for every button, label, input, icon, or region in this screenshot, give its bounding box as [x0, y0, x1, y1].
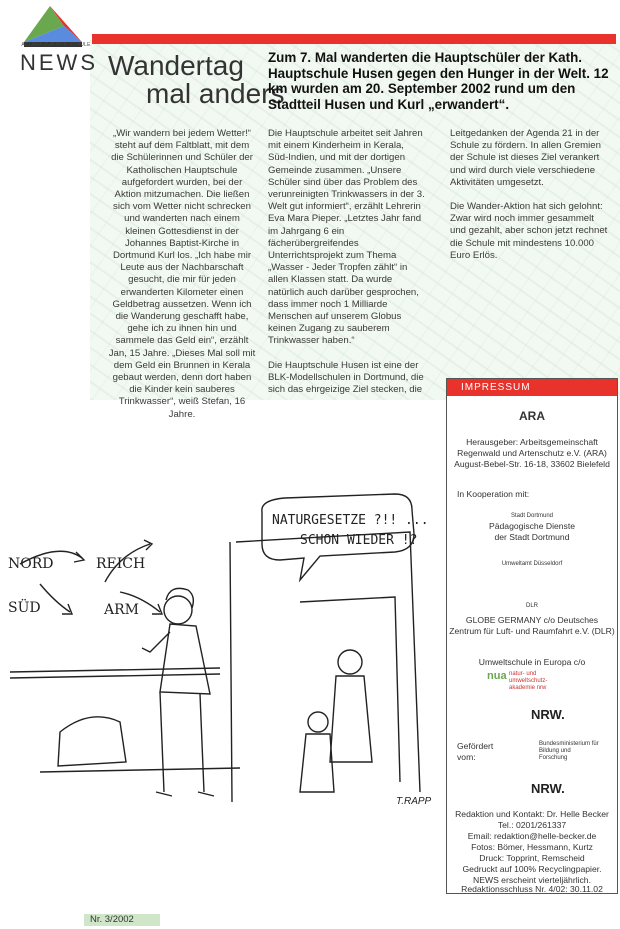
classroom-cartoon — [0, 472, 440, 822]
label-nord: NORD — [8, 556, 54, 572]
label-sud: SÜD — [8, 600, 41, 616]
contact-line: Gedruckt auf 100% Recyclingpapier. — [462, 864, 602, 874]
header-red-bar — [92, 34, 616, 44]
nua-logo: nua — [487, 670, 507, 682]
impressum-box — [446, 378, 618, 894]
umweltamt-logo: Umweltamt Düsseldorf — [501, 561, 563, 567]
text-column-1 — [108, 128, 256, 421]
cartoon-signature: T.RAPP — [396, 796, 432, 807]
funded-label: vom: — [457, 752, 476, 762]
partner-line: Pädagogische Dienste — [489, 521, 575, 531]
speech-bubble-text-2: SCHON WIEDER !? — [300, 533, 418, 548]
section-label: NEWS — [20, 50, 98, 75]
partner-line: Umweltschule in Europa c/o — [478, 657, 586, 667]
text-column-3 — [450, 128, 610, 262]
nua-caption: natur- und umweltschutz-akademie nrw — [509, 671, 548, 691]
paragraph: Die Wander-Aktion hat sich gelohnt: Zwar wird noch immer gesammelt und gezahlt, aber schon jetzt rechnet die Schule mit mindestens 10.000 Euro Erlös. — [450, 201, 608, 261]
contact-line: Fotos: Bömer, Hessmann, Kurtz — [471, 842, 593, 852]
contact-line: Email: redaktion@helle-becker.de — [467, 831, 597, 841]
paragraph: Leitgedanken der Agenda 21 in der Schule zu fördern. In allen Gremien der Schule ist dieses Ziel verankert und wird durch viele verschiedene Aktivitäten umgesetzt. — [450, 128, 601, 188]
nrw-logo: NRW. — [531, 707, 565, 722]
contact-line: Tel.: 0201/261337 — [497, 820, 567, 830]
article-title-line2: mal anders — [146, 78, 285, 109]
partner-line: GLOBE GERMANY c/o Deutsches — [465, 615, 599, 625]
contact-line: Redaktion und Kontakt: Dr. Helle Becker — [455, 809, 609, 819]
text-column-2 — [268, 128, 426, 396]
article-title-line1: Wandertag — [108, 50, 244, 81]
paragraph: Die Hauptschule arbeitet seit Jahren mit einem Kinderheim in Kerala, Süd-Indien, und mit der dortigen Gemeinde zusammen. „Unsere Schüler sind über das Problem des verunreinigten Trinkwassers in der 3. Welt gut informiert“, erzählt Lehrerin Eva Mara Pieper. „Letztes Jahr fand im Jahrgang 6 ein fächerübergreifendes Unterrichtsprojekt zum Thema „Wasser - Jeder Tropfen zählt“ in allen Klassen statt. Da wurde natürlich auch darüber gesprochen, dass immer noch 1 Milliarde Menschen auf unserem Globus keinen Zugang zu sauberem Trinkwasser haben.“ — [268, 128, 425, 347]
nrw-logo: NRW. — [531, 781, 565, 796]
speech-bubble-text-1: NATURGESETZE ?!! ... — [272, 513, 429, 528]
publisher-line: Regenwald und Artenschutz e.V. (ARA) — [457, 448, 607, 458]
contact-line: Redaktionsschluss Nr. 4/02: 30.11.02 — [461, 884, 603, 894]
paragraph: „Wir wandern bei jedem Wetter!“ steht auf dem Faltblatt, mit dem die Schülerinnen und Schüler der Katholischen Hauptschule aufgefordert wurden, bei der Aktion mitzumachen. Die ließen sich vom Wetter nicht schrecken und wanderten nach einem kleinen Gottesdienst in der Johannes Baptist-Kirche in Dortmund Kurl los. „Ich habe mir Leute aus der Nachbarschaft gesucht, die mir für jeden erwanderten Kilometer einen Geldbetrag aussetzen. Wenn ich die Wanderung geschafft habe, gehe ich zu ihnen hin und sammele das Geld ein“, erzählt Jan, 15 Jahre. „Dieses Mal soll mit dem Geld ein Brunnen in Kerala gebaut werden, denn dort haben die Kinder kein sauberes Trinkwasser“, weiß Stefan, 16 Jahre. — [108, 128, 256, 420]
partner-line: Zentrum für Luft- und Raumfahrt e.V. (DLR) — [449, 626, 615, 636]
logo-caption: ACLARA ZUR PUR SCHULE — [21, 42, 91, 48]
partner-line: der Stadt Dortmund — [494, 532, 570, 542]
publisher-line: August-Bebel-Str. 16-18, 33602 Bielefeld — [454, 459, 610, 469]
funded-label: Gefördert — [457, 741, 494, 751]
ara-logo: ARA — [519, 409, 545, 423]
contact-line: NEWS erscheint vierteljährlich. — [473, 875, 591, 885]
label-reich: REICH — [96, 556, 146, 572]
bmbf-logo: Bundesministerium für Bildung und Forschung — [539, 741, 599, 761]
paragraph: Die Hauptschule Husen ist eine der BLK-Modellschulen in Dortmund, die sich das ehrgeizige Ziel stecken, die — [268, 359, 424, 396]
stadt-dortmund-logo: Stadt Dortmund — [510, 513, 554, 519]
cooperation-label: In Kooperation mit: — [457, 489, 530, 499]
dlr-logo: DLR — [525, 603, 538, 609]
article-lead: Zum 7. Mal wanderten die Hauptschüler der Kath. Hauptschule Husen gegen den Hunger in der Welt. 12 km wurden am 20. September 2002 rund um den Stadtteil Husen und Kurl „erwandert“. — [268, 50, 609, 112]
label-arm: ARM — [104, 602, 139, 618]
contact-line: Druck: Topprint, Remscheid — [479, 853, 585, 863]
publisher-line: Herausgeber: Arbeitsgemeinschaft — [466, 437, 598, 447]
impressum-heading: IMPRESSUM — [447, 379, 617, 396]
issue-number: Nr. 3/2002 — [84, 914, 160, 926]
